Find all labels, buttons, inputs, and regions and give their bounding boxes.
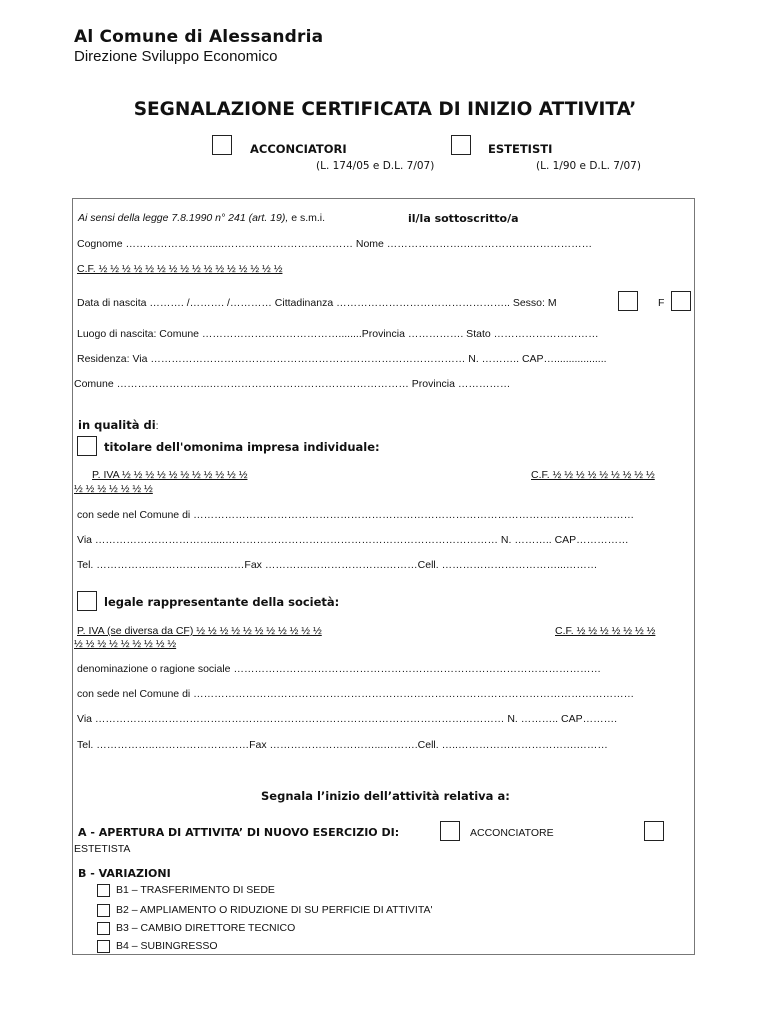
sesso-f-checkbox[interactable] bbox=[671, 291, 691, 311]
b1-label: B1 – TRASFERIMENTO DI SEDE bbox=[116, 884, 275, 896]
estetisti-label: ESTETISTI bbox=[488, 142, 553, 156]
legale-cf-continued[interactable]: ½ ½ ½ ½ ½ ½ ½ ½ ½ bbox=[74, 638, 177, 650]
b3-label: B3 – CAMBIO DIRETTORE TECNICO bbox=[116, 922, 296, 934]
estetisti-law: (L. 1/90 e D.L. 7/07) bbox=[536, 160, 641, 172]
legale-label: legale rappresentante della società: bbox=[104, 595, 340, 609]
titolare-tel-field[interactable]: Tel. ……………..……………..………Fax ………….………………….………Cell. ……………………………...……… bbox=[77, 559, 598, 571]
residenza-field[interactable]: Residenza: Via ……………………………………………………………………………… N. ……….. CAP….................. bbox=[77, 353, 607, 365]
sesso-m-checkbox[interactable] bbox=[618, 291, 638, 311]
luogo-nascita-field[interactable]: Luogo di nascita: Comune …………………………………........Provincia ……………. Stato ………………………… bbox=[77, 328, 599, 340]
titolare-piva-field[interactable]: P. IVA ½ ½ ½ ½ ½ ½ ½ ½ ½ ½ ½ bbox=[92, 469, 248, 481]
acconciatori-label: ACCONCIATORI bbox=[250, 142, 347, 156]
b4-label: B4 – SUBINGRESSO bbox=[116, 940, 218, 952]
legale-sede-field[interactable]: con sede nel Comune di ……………………………………………………………………………………………………………… bbox=[77, 688, 635, 700]
department: Direzione Sviluppo Economico bbox=[74, 48, 278, 65]
titolare-cf-field[interactable]: C.F. ½ ½ ½ ½ ½ ½ ½ ½ ½ bbox=[531, 469, 655, 481]
denominazione-field[interactable]: denominazione o ragione sociale …………………………………………………………………………………………… bbox=[77, 663, 601, 675]
section-a-label: A - APERTURA DI ATTIVITA’ DI NUOVO ESERCIZIO DI: bbox=[78, 826, 400, 839]
codice-fiscale-field[interactable]: C.F. ½ ½ ½ ½ ½ ½ ½ ½ ½ ½ ½ ½ ½ ½ ½ ½ bbox=[77, 263, 283, 275]
intro-line bbox=[78, 212, 325, 224]
acconciatori-law: (L. 174/05 e D.L. 7/07) bbox=[316, 160, 435, 172]
estetista-checkbox[interactable] bbox=[644, 821, 664, 841]
document-title: SEGNALAZIONE CERTIFICATA DI INIZIO ATTIVITA’ bbox=[133, 99, 637, 120]
smi-text: e s.m.i. bbox=[291, 212, 326, 224]
cognome-nome-field[interactable]: Cognome …………………….....……………………….……… Nome ………………….……………….……………… bbox=[77, 238, 593, 250]
titolare-sede-field[interactable]: con sede nel Comune di ……………………………………………………………………………………………………………… bbox=[77, 509, 635, 521]
b2-checkbox[interactable] bbox=[97, 904, 110, 917]
legale-checkbox[interactable] bbox=[77, 591, 97, 611]
segnala-heading: Segnala l’inizio dell’attività relativa a: bbox=[261, 789, 510, 803]
titolare-cf-continued[interactable]: ½ ½ ½ ½ ½ ½ ½ bbox=[74, 483, 153, 495]
acconciatore-label: ACCONCIATORE bbox=[470, 827, 554, 839]
b2-label: B2 – AMPLIAMENTO O RIDUZIONE DI SU PERFICIE DI ATTIVITA' bbox=[116, 904, 433, 916]
titolare-label: titolare dell'omonima impresa individuale: bbox=[104, 440, 380, 454]
section-b-label: B - VARIAZIONI bbox=[78, 867, 171, 880]
legale-cf-field[interactable]: C.F. ½ ½ ½ ½ ½ ½ ½ bbox=[555, 625, 656, 637]
titolare-via-field[interactable]: Via …………………………….....…………………………………………………………………… N. ……….. CAP…………… bbox=[77, 534, 629, 546]
legale-tel-field[interactable]: Tel. ……………..………………………Fax …………………………...……….Cell. …..…………………………….……… bbox=[77, 739, 608, 751]
law-reference: Ai sensi della legge 7.8.1990 n° 241 (art. 19), bbox=[78, 212, 289, 224]
comune-residenza-field[interactable]: Comune ……………………...………………………………………………… Provincia …………… bbox=[74, 378, 511, 390]
legale-piva-field[interactable]: P. IVA (se diversa da CF) ½ ½ ½ ½ ½ ½ ½ ½ ½ ½ ½ bbox=[77, 625, 322, 637]
estetisti-checkbox[interactable] bbox=[451, 135, 471, 155]
b3-checkbox[interactable] bbox=[97, 922, 110, 935]
form-frame bbox=[72, 198, 695, 955]
acconciatori-checkbox[interactable] bbox=[212, 135, 232, 155]
nascita-field[interactable]: Data di nascita ………. /………. /………… Cittadinanza ………………………………………….. Sesso: M bbox=[77, 297, 557, 309]
sesso-f-label: F bbox=[658, 297, 665, 309]
undersigned-label: il/la sottoscritto/a bbox=[408, 212, 519, 225]
estetista-label: ESTETISTA bbox=[74, 843, 131, 855]
acconciatore-checkbox[interactable] bbox=[440, 821, 460, 841]
qualita-heading: in qualità di: bbox=[78, 418, 159, 432]
b4-checkbox[interactable] bbox=[97, 940, 110, 953]
b1-checkbox[interactable] bbox=[97, 884, 110, 897]
titolare-checkbox[interactable] bbox=[77, 436, 97, 456]
legale-via-field[interactable]: Via ……………………………………………………………………………………………………… N. ……….. CAP………. bbox=[77, 713, 617, 725]
recipient: Al Comune di Alessandria bbox=[74, 27, 324, 47]
